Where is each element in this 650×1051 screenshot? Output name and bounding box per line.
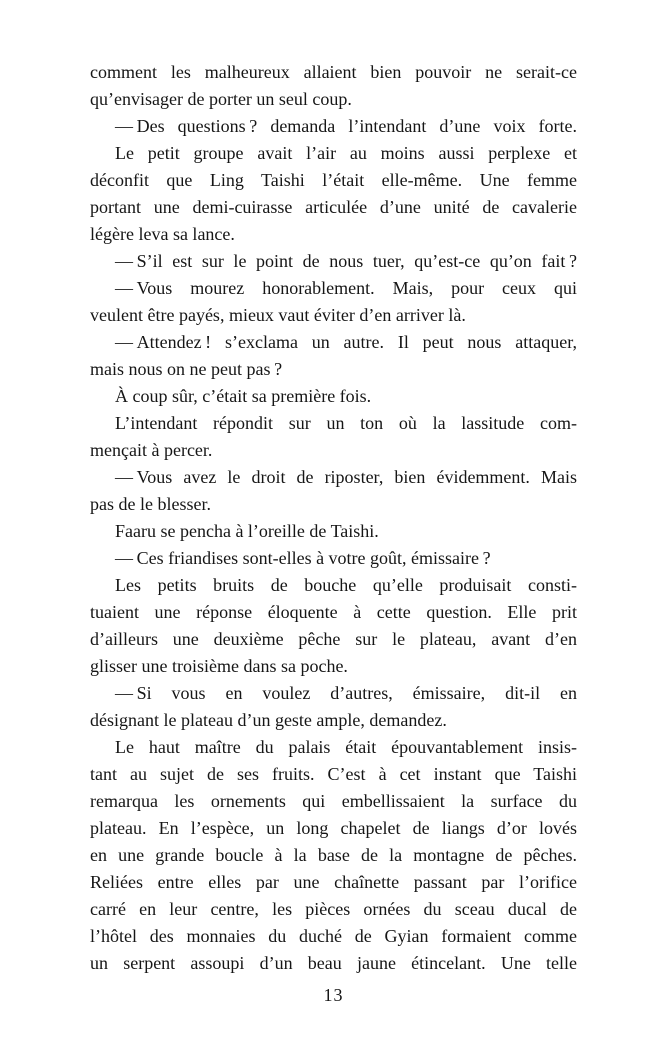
text-line: tuaient une réponse éloquente à cette question. Elle prit: [90, 602, 577, 622]
text-line: carré en leur centre, les pièces ornées du sceau ducal de: [90, 899, 577, 919]
paragraph: [90, 140, 577, 248]
text-line: comment les malheureux allaient bien pouvoir ne serait-ce: [90, 62, 577, 82]
paragraph: [90, 545, 577, 572]
text-line: Reliées entre elles par une chaînette passant par l’orifice: [90, 872, 577, 892]
text-line: remarqua les ornements qui embellissaient la surface du: [90, 791, 577, 811]
text-line: — Des questions ? demanda l’intendant d’une voix forte.: [115, 116, 577, 136]
text-line: L’intendant répondit sur un ton où la lassitude com-: [115, 413, 577, 433]
paragraph: [90, 410, 577, 464]
paragraph: [90, 113, 577, 140]
text-line: Les petits bruits de bouche qu’elle produisait consti-: [115, 575, 577, 595]
text-block: [90, 59, 577, 977]
paragraph: [90, 572, 577, 680]
text-line: en une grande boucle à la base de la montagne de pêches.: [90, 845, 577, 865]
text-line: l’hôtel des monnaies du duché de Gyian formaient comme: [90, 926, 577, 946]
text-line: pas de le blesser.: [90, 494, 211, 514]
text-line: — S’il est sur le point de nous tuer, qu’est-ce qu’on fait ?: [115, 251, 577, 271]
text-line: — Ces friandises sont-elles à votre goût, émissaire ?: [115, 548, 491, 568]
text-line: — Attendez ! s’exclama un autre. Il peut nous attaquer,: [115, 332, 577, 352]
paragraph: [90, 734, 577, 977]
page-number: 13: [323, 985, 344, 1005]
paragraph: [90, 329, 577, 383]
text-line: mais nous on ne peut pas ?: [90, 359, 283, 379]
paragraph: [90, 59, 577, 113]
text-line: Le petit groupe avait l’air au moins aussi perplexe et: [115, 143, 577, 163]
text-line: désignant le plateau d’un geste ample, demandez.: [90, 710, 447, 730]
text-line: Faaru se pencha à l’oreille de Taishi.: [115, 521, 379, 541]
text-line: À coup sûr, c’était sa première fois.: [115, 386, 372, 406]
text-line: — Vous mourez honorablement. Mais, pour ceux qui: [115, 278, 577, 298]
text-line: mençait à percer.: [90, 440, 213, 460]
text-line: tant au sujet de ses fruits. C’est à cet instant que Taishi: [90, 764, 577, 784]
paragraph: [90, 248, 577, 275]
text-line: légère leva sa lance.: [90, 224, 235, 244]
paragraph: [90, 680, 577, 734]
text-line: glisser une troisième dans sa poche.: [90, 656, 348, 676]
text-line: — Vous avez le droit de riposter, bien évidemment. Mais: [115, 467, 577, 487]
text-line: d’ailleurs une deuxième pêche sur le plateau, avant d’en: [90, 629, 577, 649]
text-line: déconfit que Ling Taishi l’était elle-même. Une femme: [90, 170, 577, 190]
paragraph: [90, 518, 577, 545]
paragraph: [90, 383, 577, 410]
text-line: veulent être payés, mieux vaut éviter d’en arriver là.: [90, 305, 466, 325]
text-line: portant une demi-cuirasse articulée d’une unité de cavalerie: [90, 197, 577, 217]
text-line: un serpent assoupi d’un beau jaune étincelant. Une telle: [90, 953, 577, 973]
text-line: Le haut maître du palais était épouvantablement insis-: [115, 737, 577, 757]
paragraph: [90, 275, 577, 329]
text-line: qu’envisager de porter un seul coup.: [90, 89, 352, 109]
text-line: plateau. En l’espèce, un long chapelet de liangs d’or lovés: [90, 818, 577, 838]
paragraph: [90, 464, 577, 518]
text-line: — Si vous en voulez d’autres, émissaire, dit-il en: [115, 683, 577, 703]
